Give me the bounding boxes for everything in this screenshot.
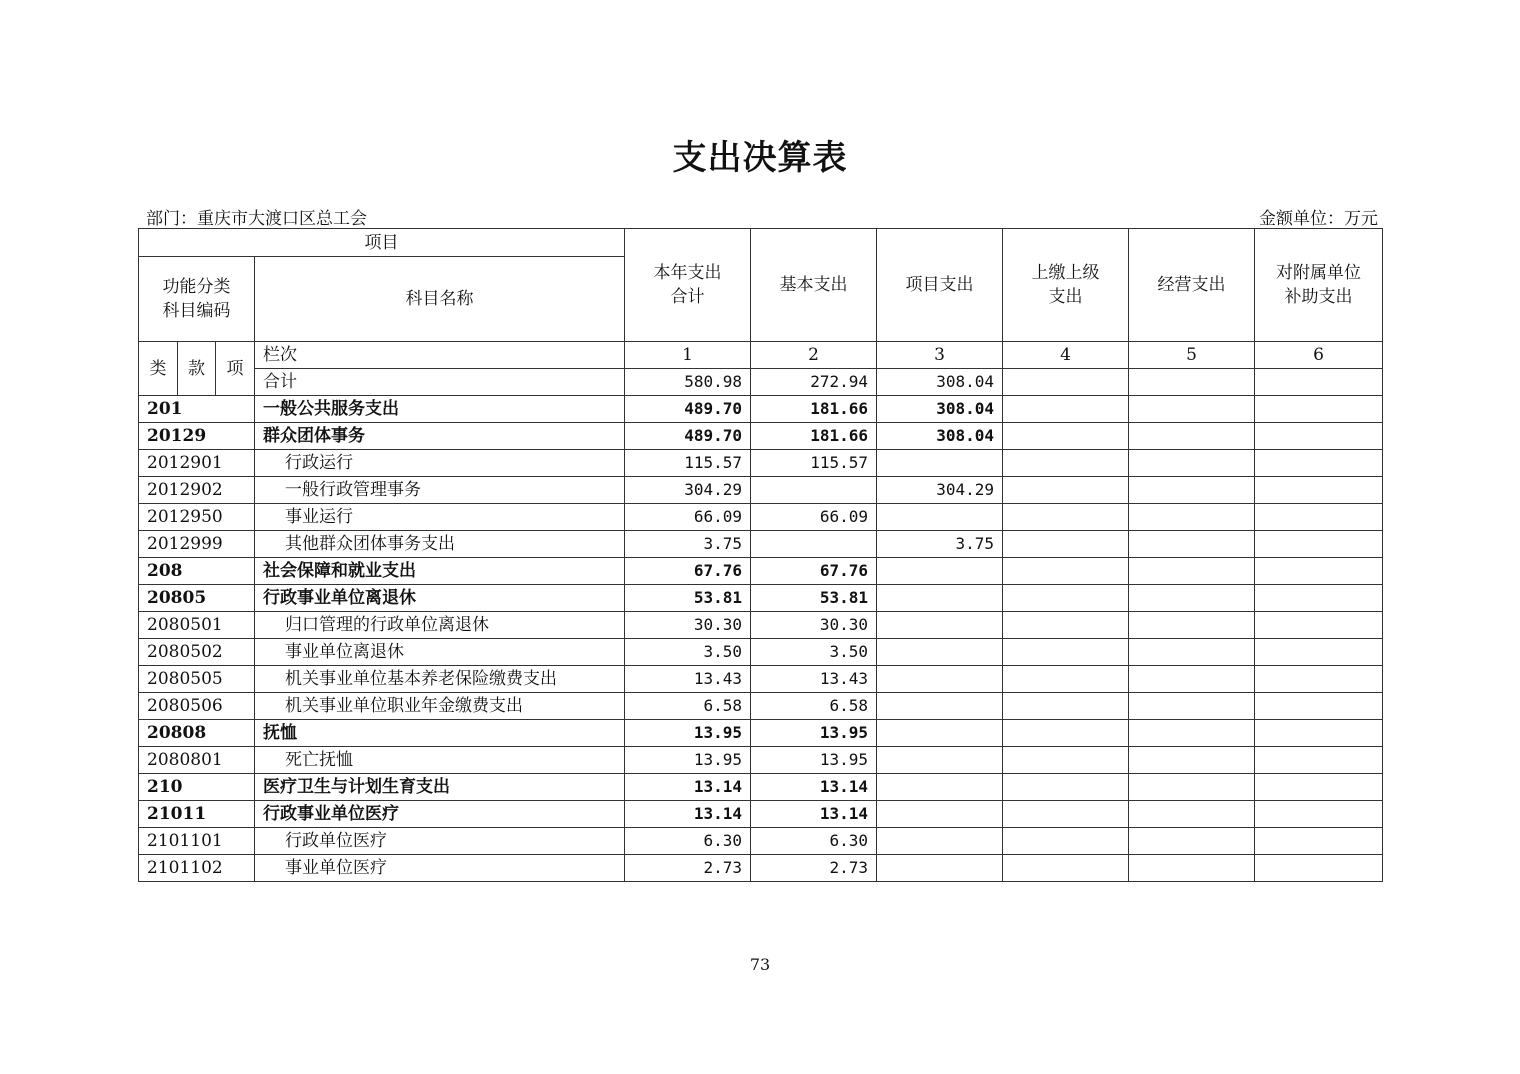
amount-cell: 6.58 bbox=[751, 693, 877, 720]
amount-cell bbox=[1129, 666, 1255, 693]
amount-cell bbox=[877, 855, 1003, 882]
amount-cell bbox=[877, 558, 1003, 585]
subject-name: 事业单位医疗 bbox=[255, 855, 625, 882]
amount-cell bbox=[1255, 504, 1383, 531]
amount-unit-label: 金额单位：万元 bbox=[1259, 209, 1378, 229]
amount-cell: 3.75 bbox=[877, 531, 1003, 558]
subject-code: 2012999 bbox=[139, 531, 255, 558]
header-col-1: 本年支出 合计 bbox=[625, 229, 751, 342]
amount-cell bbox=[1003, 855, 1129, 882]
subject-code: 2101101 bbox=[139, 828, 255, 855]
amount-cell bbox=[1255, 423, 1383, 450]
header-kuan: 款 bbox=[178, 342, 216, 396]
amount-cell bbox=[877, 774, 1003, 801]
table-row bbox=[139, 558, 1383, 585]
amount-cell: 115.57 bbox=[625, 450, 751, 477]
amount-cell: 67.76 bbox=[751, 558, 877, 585]
table-row bbox=[139, 612, 1383, 639]
subject-code: 2012901 bbox=[139, 450, 255, 477]
header-col-2: 基本支出 bbox=[751, 229, 877, 342]
amount-cell bbox=[1003, 450, 1129, 477]
subject-code: 2080505 bbox=[139, 666, 255, 693]
table-row bbox=[139, 720, 1383, 747]
amount-cell: 304.29 bbox=[625, 477, 751, 504]
amount-cell: 308.04 bbox=[877, 396, 1003, 423]
amount-cell: 13.14 bbox=[751, 801, 877, 828]
table-row bbox=[139, 747, 1383, 774]
amount-cell bbox=[1129, 558, 1255, 585]
subject-code: 208 bbox=[139, 558, 255, 585]
amount-cell bbox=[1255, 450, 1383, 477]
table-row bbox=[139, 774, 1383, 801]
amount-cell bbox=[877, 666, 1003, 693]
amount-cell: 181.66 bbox=[751, 423, 877, 450]
amount-cell: 13.14 bbox=[625, 801, 751, 828]
amount-cell: 304.29 bbox=[877, 477, 1003, 504]
subject-code: 2080501 bbox=[139, 612, 255, 639]
amount-cell bbox=[1255, 612, 1383, 639]
amount-cell bbox=[1003, 828, 1129, 855]
amount-cell bbox=[1255, 747, 1383, 774]
amount-cell bbox=[1255, 855, 1383, 882]
header-func-code: 功能分类 科目编码 bbox=[139, 257, 255, 342]
subject-name: 群众团体事务 bbox=[255, 423, 625, 450]
amount-cell bbox=[1003, 558, 1129, 585]
subject-name: 医疗卫生与计划生育支出 bbox=[255, 774, 625, 801]
amount-cell bbox=[1129, 747, 1255, 774]
subject-code: 2080502 bbox=[139, 639, 255, 666]
header-item: 项目 bbox=[139, 229, 625, 257]
amount-cell bbox=[877, 801, 1003, 828]
amount-cell bbox=[1129, 612, 1255, 639]
table-row bbox=[139, 693, 1383, 720]
amount-cell: 3.50 bbox=[751, 639, 877, 666]
column-index-number: 5 bbox=[1129, 342, 1255, 369]
amount-cell bbox=[877, 720, 1003, 747]
amount-cell bbox=[1129, 855, 1255, 882]
amount-cell bbox=[877, 747, 1003, 774]
amount-cell bbox=[1129, 801, 1255, 828]
amount-cell: 67.76 bbox=[625, 558, 751, 585]
table-row bbox=[139, 801, 1383, 828]
page-title: 支出决算表 bbox=[672, 138, 848, 178]
subject-name: 行政运行 bbox=[255, 450, 625, 477]
subject-code: 2012950 bbox=[139, 504, 255, 531]
amount-cell: 66.09 bbox=[625, 504, 751, 531]
header-xiang: 项 bbox=[216, 342, 255, 396]
total-value: 272.94 bbox=[751, 369, 877, 396]
column-index-number: 6 bbox=[1255, 342, 1383, 369]
amount-cell bbox=[1129, 504, 1255, 531]
subject-name: 事业运行 bbox=[255, 504, 625, 531]
amount-cell bbox=[1255, 666, 1383, 693]
total-value: 308.04 bbox=[877, 369, 1003, 396]
column-index-number: 3 bbox=[877, 342, 1003, 369]
department-label: 部门：重庆市大渡口区总工会 bbox=[146, 209, 367, 229]
amount-cell: 66.09 bbox=[751, 504, 877, 531]
header-subject-name: 科目名称 bbox=[255, 257, 625, 342]
subject-name: 抚恤 bbox=[255, 720, 625, 747]
header-lei: 类 bbox=[139, 342, 178, 396]
amount-cell bbox=[1003, 423, 1129, 450]
amount-cell bbox=[1003, 585, 1129, 612]
amount-cell bbox=[877, 504, 1003, 531]
amount-cell: 30.30 bbox=[625, 612, 751, 639]
amount-cell bbox=[1129, 396, 1255, 423]
column-index-number: 1 bbox=[625, 342, 751, 369]
amount-cell bbox=[751, 477, 877, 504]
amount-cell bbox=[1129, 477, 1255, 504]
amount-cell bbox=[1003, 639, 1129, 666]
amount-cell: 13.95 bbox=[625, 747, 751, 774]
subject-name: 机关事业单位职业年金缴费支出 bbox=[255, 693, 625, 720]
table-row bbox=[139, 423, 1383, 450]
amount-cell bbox=[1255, 639, 1383, 666]
subject-code: 21011 bbox=[139, 801, 255, 828]
amount-cell bbox=[877, 639, 1003, 666]
column-index-number: 4 bbox=[1003, 342, 1129, 369]
amount-cell bbox=[1255, 801, 1383, 828]
amount-cell: 2.73 bbox=[751, 855, 877, 882]
column-index-number: 2 bbox=[751, 342, 877, 369]
total-value bbox=[1129, 369, 1255, 396]
amount-cell: 13.14 bbox=[625, 774, 751, 801]
total-value bbox=[1003, 369, 1129, 396]
amount-cell bbox=[1003, 531, 1129, 558]
subject-name: 社会保障和就业支出 bbox=[255, 558, 625, 585]
amount-cell bbox=[1255, 585, 1383, 612]
amount-cell: 3.75 bbox=[625, 531, 751, 558]
amount-cell: 489.70 bbox=[625, 423, 751, 450]
subject-name: 事业单位离退休 bbox=[255, 639, 625, 666]
subject-code: 2012902 bbox=[139, 477, 255, 504]
amount-cell: 30.30 bbox=[751, 612, 877, 639]
amount-cell bbox=[1129, 720, 1255, 747]
amount-cell bbox=[1255, 477, 1383, 504]
amount-cell bbox=[1255, 558, 1383, 585]
header-col-5: 经营支出 bbox=[1129, 229, 1255, 342]
table-row bbox=[139, 396, 1383, 423]
subject-name: 归口管理的行政单位离退休 bbox=[255, 612, 625, 639]
amount-cell bbox=[1003, 774, 1129, 801]
amount-cell bbox=[1255, 693, 1383, 720]
table-row bbox=[139, 585, 1383, 612]
subject-name: 其他群众团体事务支出 bbox=[255, 531, 625, 558]
amount-cell bbox=[877, 585, 1003, 612]
amount-cell: 115.57 bbox=[751, 450, 877, 477]
subject-name: 行政事业单位医疗 bbox=[255, 801, 625, 828]
amount-cell: 308.04 bbox=[877, 423, 1003, 450]
subject-name: 行政单位医疗 bbox=[255, 828, 625, 855]
table-row bbox=[139, 639, 1383, 666]
amount-cell bbox=[1003, 504, 1129, 531]
total-value bbox=[1255, 369, 1383, 396]
subject-code: 2080506 bbox=[139, 693, 255, 720]
total-value: 580.98 bbox=[625, 369, 751, 396]
amount-cell bbox=[1255, 531, 1383, 558]
subject-name: 一般行政管理事务 bbox=[255, 477, 625, 504]
amount-cell bbox=[1255, 774, 1383, 801]
header-col-6: 对附属单位 补助支出 bbox=[1255, 229, 1383, 342]
subject-code: 201 bbox=[139, 396, 255, 423]
subject-name: 行政事业单位离退休 bbox=[255, 585, 625, 612]
amount-cell: 13.95 bbox=[751, 747, 877, 774]
amount-cell: 181.66 bbox=[751, 396, 877, 423]
subject-code: 2101102 bbox=[139, 855, 255, 882]
page-number: 73 bbox=[749, 955, 771, 974]
amount-cell: 3.50 bbox=[625, 639, 751, 666]
amount-cell bbox=[1255, 828, 1383, 855]
amount-cell bbox=[1129, 423, 1255, 450]
header-col-4: 上缴上级 支出 bbox=[1003, 229, 1129, 342]
amount-cell bbox=[1255, 720, 1383, 747]
subject-name: 一般公共服务支出 bbox=[255, 396, 625, 423]
amount-cell: 53.81 bbox=[625, 585, 751, 612]
amount-cell bbox=[1003, 396, 1129, 423]
amount-cell bbox=[1129, 828, 1255, 855]
amount-cell: 13.95 bbox=[625, 720, 751, 747]
expenditure-table bbox=[138, 228, 1383, 882]
amount-cell: 6.30 bbox=[751, 828, 877, 855]
amount-cell: 13.14 bbox=[751, 774, 877, 801]
column-index-label: 栏次 bbox=[255, 342, 625, 369]
subject-name: 机关事业单位基本养老保险缴费支出 bbox=[255, 666, 625, 693]
amount-cell bbox=[877, 693, 1003, 720]
table-row bbox=[139, 450, 1383, 477]
amount-cell bbox=[1129, 639, 1255, 666]
total-label: 合计 bbox=[255, 369, 625, 396]
amount-cell bbox=[1003, 693, 1129, 720]
amount-cell bbox=[877, 450, 1003, 477]
amount-cell bbox=[1129, 450, 1255, 477]
amount-cell bbox=[1129, 774, 1255, 801]
table-row bbox=[139, 477, 1383, 504]
amount-cell: 53.81 bbox=[751, 585, 877, 612]
header-col-3: 项目支出 bbox=[877, 229, 1003, 342]
amount-cell: 13.95 bbox=[751, 720, 877, 747]
subject-code: 2080801 bbox=[139, 747, 255, 774]
amount-cell bbox=[1003, 747, 1129, 774]
amount-cell bbox=[1003, 801, 1129, 828]
table-row bbox=[139, 504, 1383, 531]
amount-cell: 6.30 bbox=[625, 828, 751, 855]
amount-cell bbox=[1003, 612, 1129, 639]
amount-cell bbox=[751, 531, 877, 558]
amount-cell bbox=[877, 612, 1003, 639]
subject-code: 20805 bbox=[139, 585, 255, 612]
table-row bbox=[139, 828, 1383, 855]
table-row bbox=[139, 855, 1383, 882]
amount-cell bbox=[1003, 720, 1129, 747]
amount-cell: 489.70 bbox=[625, 396, 751, 423]
amount-cell bbox=[1129, 693, 1255, 720]
amount-cell: 13.43 bbox=[625, 666, 751, 693]
amount-cell: 6.58 bbox=[625, 693, 751, 720]
amount-cell bbox=[1255, 396, 1383, 423]
amount-cell bbox=[1129, 531, 1255, 558]
amount-cell bbox=[1129, 585, 1255, 612]
table-row bbox=[139, 666, 1383, 693]
amount-cell: 2.73 bbox=[625, 855, 751, 882]
amount-cell bbox=[1003, 666, 1129, 693]
subject-code: 210 bbox=[139, 774, 255, 801]
subject-code: 20129 bbox=[139, 423, 255, 450]
table-row bbox=[139, 531, 1383, 558]
amount-cell bbox=[877, 828, 1003, 855]
amount-cell: 13.43 bbox=[751, 666, 877, 693]
amount-cell bbox=[1003, 477, 1129, 504]
subject-code: 20808 bbox=[139, 720, 255, 747]
subject-name: 死亡抚恤 bbox=[255, 747, 625, 774]
